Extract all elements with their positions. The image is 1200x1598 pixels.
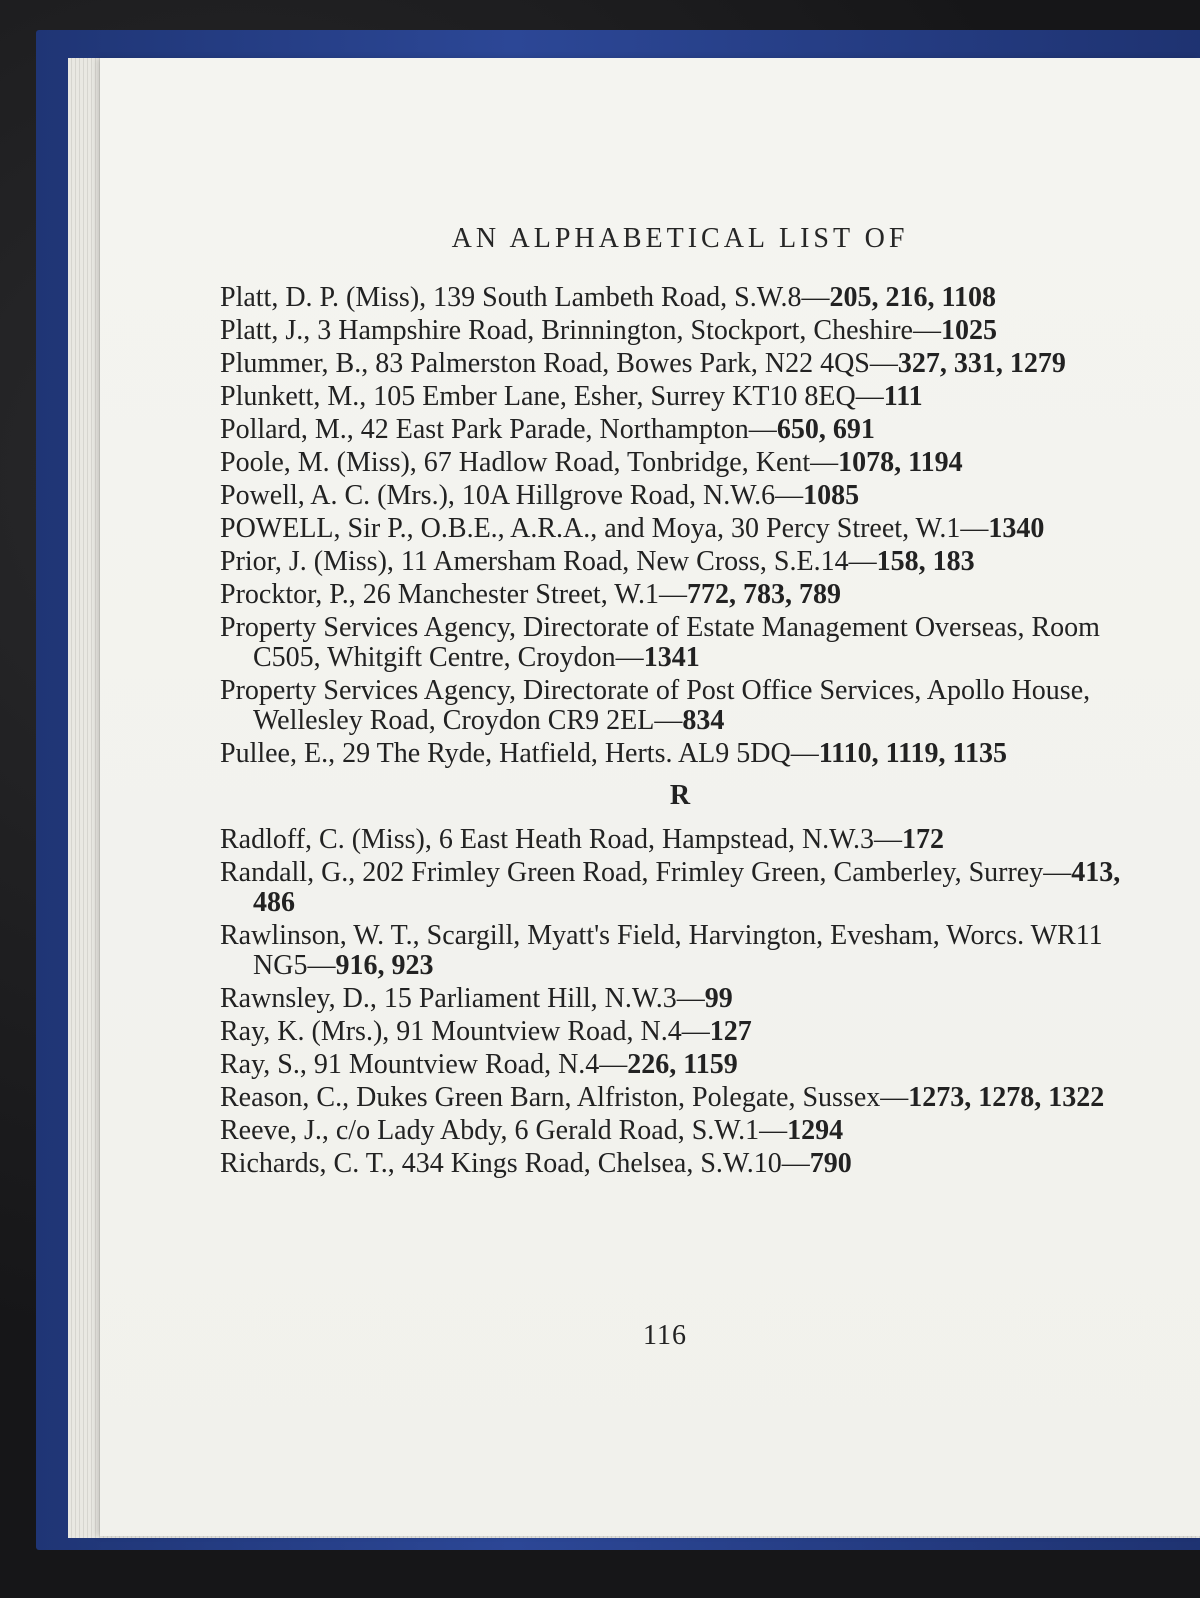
list-entry: Platt, J., 3 Hampshire Road, Brinnington, Stockport, Cheshire—1025: [220, 315, 997, 346]
page-number: 116: [643, 1320, 687, 1351]
list-entry: Randall, G., 202 Frimley Green Road, Frimley Green, Camberley, Surrey—413, 486: [220, 857, 1121, 918]
list-entry: Plunkett, M., 105 Ember Lane, Esher, Surrey KT10 8EQ—111: [220, 381, 923, 412]
list-entry: Property Services Agency, Directorate of Post Office Services, Apollo House, Wellesley Road, Croydon CR9 2EL—834: [220, 675, 1091, 736]
list-entry: Pollard, M., 42 East Park Parade, Northampton—650, 691: [220, 414, 875, 445]
list-entry: Powell, A. C. (Mrs.), 10A Hillgrove Road, N.W.6—1085: [220, 480, 860, 511]
list-entry: Reason, C., Dukes Green Barn, Alfriston, Polegate, Sussex—1273, 1278, 1322: [220, 1082, 1105, 1113]
list-entry: Poole, M. (Miss), 67 Hadlow Road, Tonbridge, Kent—1078, 1194: [220, 447, 963, 478]
list-entry: Rawlinson, W. T., Scargill, Myatt's Field, Harvington, Evesham, Worcs. WR11 NG5—916, 923: [220, 920, 1103, 981]
section-letter-heading: R: [669, 780, 691, 811]
list-entry: Procktor, P., 26 Manchester Street, W.1—772, 783, 789: [220, 579, 842, 610]
list-entry: Radloff, C. (Miss), 6 East Heath Road, Hampstead, N.W.3—172: [220, 824, 945, 855]
list-entry: Pullee, E., 29 The Ryde, Hatfield, Herts. AL9 5DQ—1110, 1119, 1135: [220, 738, 1007, 769]
list-entry: Ray, S., 91 Mountview Road, N.4—226, 1159: [220, 1049, 738, 1080]
list-entry: Plummer, B., 83 Palmerston Road, Bowes Park, N22 4QS—327, 331, 1279: [220, 348, 1066, 379]
entry-list: [220, 283, 1140, 1182]
list-entry: Prior, J. (Miss), 11 Amersham Road, New Cross, S.E.14—158, 183: [220, 546, 975, 577]
list-entry: Platt, D. P. (Miss), 139 South Lambeth Road, S.W.8—205, 216, 1108: [220, 282, 997, 313]
book-page: [100, 58, 1200, 1536]
list-entry: Reeve, J., c/o Lady Abdy, 6 Gerald Road, S.W.1—1294: [220, 1115, 844, 1146]
list-entry: Rawnsley, D., 15 Parliament Hill, N.W.3—99: [220, 983, 733, 1014]
page-header: AN ALPHABETICAL LIST OF: [451, 223, 909, 254]
list-entry: Property Services Agency, Directorate of Estate Management Overseas, Room C505, Whitgift Centre, Croydon—1341: [220, 612, 1100, 673]
list-entry: Ray, K. (Mrs.), 91 Mountview Road, N.4—127: [220, 1016, 752, 1047]
list-entry: Richards, C. T., 434 Kings Road, Chelsea, S.W.10—790: [220, 1148, 852, 1179]
list-entry: POWELL, Sir P., O.B.E., A.R.A., and Moya, 30 Percy Street, W.1—1340: [220, 513, 1045, 544]
